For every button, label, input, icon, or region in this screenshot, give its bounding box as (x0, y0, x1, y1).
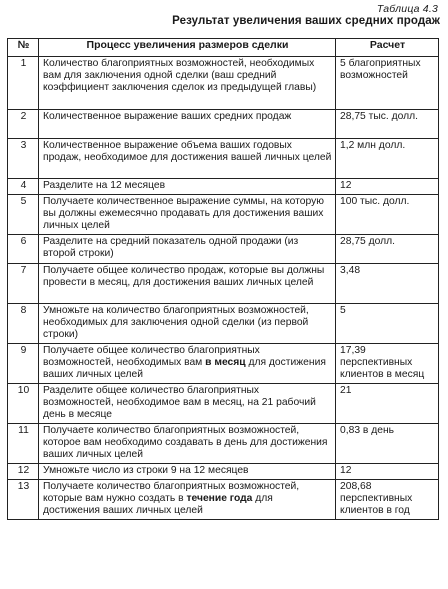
header-result: Расчет (336, 39, 439, 57)
header-number: № (8, 39, 39, 57)
row-number: 7 (8, 264, 39, 304)
row-result: 17,39 перспективных клиентов в месяц (336, 344, 439, 384)
table-header-row (8, 39, 439, 57)
row-process: Разделите на средний показатель одной продажи (из второй строки) (39, 235, 336, 264)
table-row (8, 139, 439, 179)
row-result: 208,68 перспективных клиентов в год (336, 480, 439, 520)
row-process: Получаете количественное выражение суммы, на которую вы должны ежемесячно продавать для достижения ваших личных целей (39, 195, 336, 235)
row-number: 9 (8, 344, 39, 384)
row-number: 6 (8, 235, 39, 264)
row-result: 12 (336, 179, 439, 195)
table-row (8, 195, 439, 235)
row-number: 11 (8, 424, 39, 464)
row-number: 1 (8, 57, 39, 110)
row-process: Количественное выражение ваших средних продаж (39, 110, 336, 139)
row-result: 5 (336, 304, 439, 344)
row-number: 5 (8, 195, 39, 235)
row-number: 4 (8, 179, 39, 195)
row-result: 28,75 тыс. долл. (336, 110, 439, 139)
row-process: Получаете общее количество продаж, которые вы должны провести в месяц, для достижения ваших личных целей (39, 264, 336, 304)
table-row (8, 179, 439, 195)
table-row (8, 264, 439, 304)
table-row (8, 480, 439, 520)
row-number: 2 (8, 110, 39, 139)
row-process: Получаете количество благоприятных возможностей, которое вам необходимо создавать в день для достижения ваших личных целей (39, 424, 336, 464)
table-row (8, 57, 439, 110)
table-title: Результат увеличения ваших средних продаж (172, 15, 440, 27)
row-result: 21 (336, 384, 439, 424)
row-result: 0,83 в день (336, 424, 439, 464)
row-result: 1,2 млн долл. (336, 139, 439, 179)
table-row (8, 464, 439, 480)
row-process-emphasis: в месяц (205, 356, 246, 368)
row-number: 8 (8, 304, 39, 344)
row-result: 3,48 (336, 264, 439, 304)
row-process: Умножьте на количество благоприятных возможностей, необходимых для заключения одной сделки (из первой строки) (39, 304, 336, 344)
table-row (8, 344, 439, 384)
table-caption: Таблица 4.3 (376, 3, 438, 15)
row-process: Количество благоприятных возможностей, необходимых вам для заключения одной сделки (ваш средний коэффициент заключения сделок из предыдущей главы) (39, 57, 336, 110)
table-row (8, 424, 439, 464)
row-process-emphasis: течение года (186, 492, 253, 504)
header-process: Процесс увеличения размеров сделки (39, 39, 336, 57)
row-process: Разделите общее количество благоприятных возможностей, необходимое вам в месяц, на 21 рабочий день в месяце (39, 384, 336, 424)
table-row (8, 384, 439, 424)
row-result: 12 (336, 464, 439, 480)
row-number: 12 (8, 464, 39, 480)
row-process (39, 344, 336, 384)
row-number: 10 (8, 384, 39, 424)
row-number: 13 (8, 480, 39, 520)
row-process (39, 480, 336, 520)
row-process-text: Получаете общее количество благоприятных возможностей, необходимых вам (43, 345, 260, 368)
row-result: 28,75 долл. (336, 235, 439, 264)
row-process-text: Получаете количество благоприятных возможностей, которые вам нужно создать в (43, 481, 300, 504)
row-number: 3 (8, 139, 39, 179)
row-process-text: для достижения ваших личных целей (43, 356, 326, 380)
table-row (8, 110, 439, 139)
table-row (8, 235, 439, 264)
sales-increase-table (7, 38, 439, 520)
row-process: Разделите на 12 месяцев (39, 179, 336, 195)
row-result: 100 тыс. долл. (336, 195, 439, 235)
row-process: Количественное выражение объема ваших годовых продаж, необходимое для достижения вашей личных целей (39, 139, 336, 179)
row-process-text: для достижения ваших личных целей (43, 492, 273, 516)
row-result: 5 благоприятных возможностей (336, 57, 439, 110)
row-process: Умножьте число из строки 9 на 12 месяцев (39, 464, 336, 480)
table-row (8, 304, 439, 344)
